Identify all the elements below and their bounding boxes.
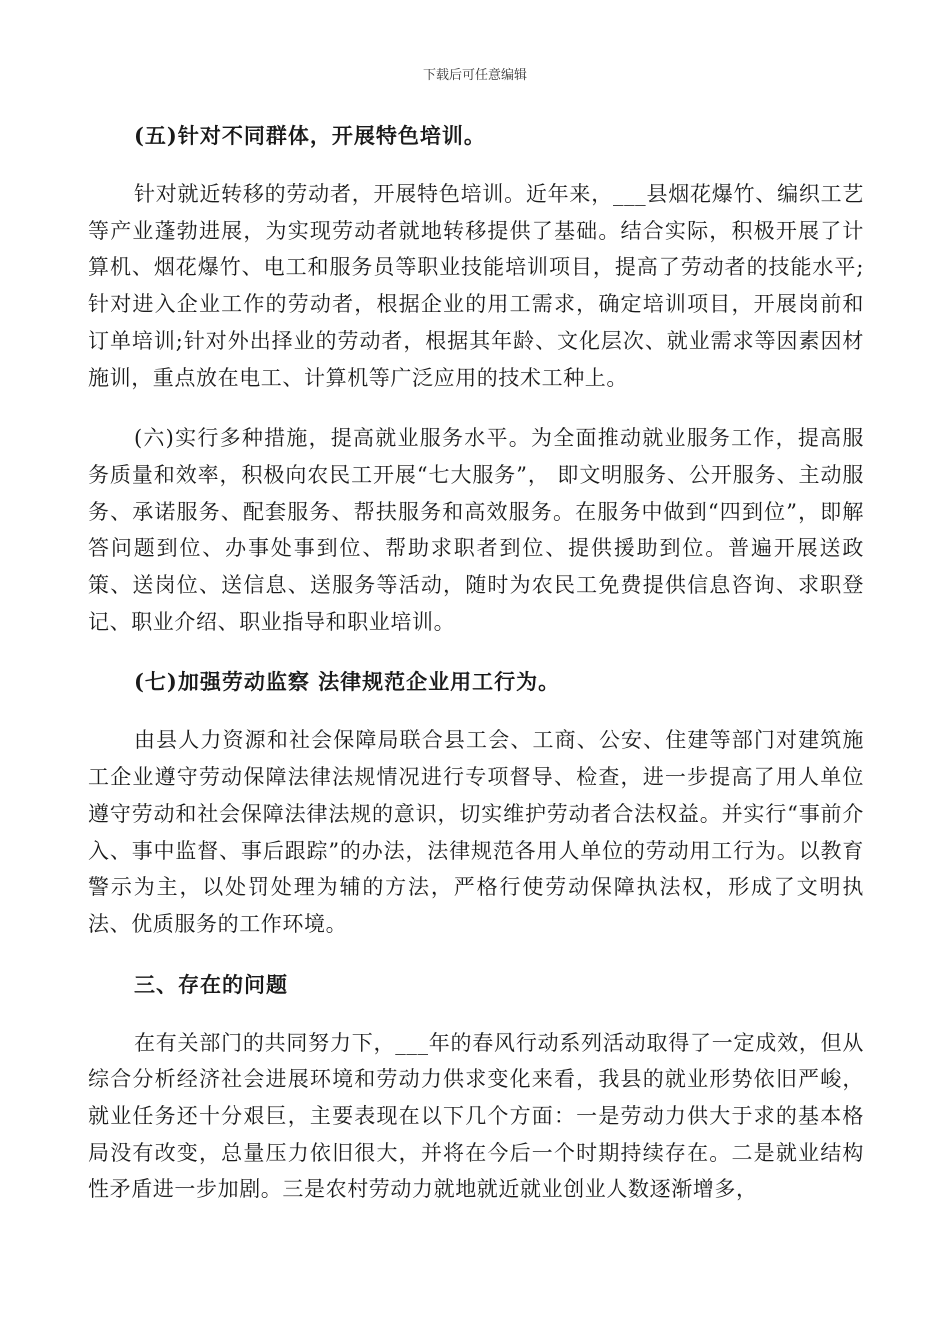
section-heading-7: (七)加强劳动监察 法律规范企业用工行为。 [134,669,561,695]
section-paragraph-5: 针对就近转移的劳动者，开展特色培训。近年来，___县烟花爆竹、编织工艺等产业蓬勃进展，为实现劳动者就地转移提供了基础。结合实际，积极开展了计算机、烟花爆竹、电工和服务员等职业技能培训项目，提高了劳动者的技能水平;针对进入企业工作的劳动者，根据企业的用工需求，确定培训项目，开展岗前和订单培训;针对外出择业的劳动者，根据其年龄、文化层次、就业需求等因素因材施训，重点放在电工、计算机等广泛应用的技术工种上。 [88,182,864,390]
header-note: 下载后可任意编辑 [422,68,527,83]
section-paragraph-6: (六)实行多种措施，提高就业服务水平。为全面推动就业服务工作，提高服务质量和效率，积极向农民工开展“七大服务”， 即文明服务、公开服务、主动服务、承诺服务、配套服务、帮扶服务和高效服务。在服务中做到“四到位”，即解答问题到位、办事处事到位、帮助求职者到位、提供援助到位。普遍开展送政策、送岗位、送信息、送服务等活动，随时为农民工免费提供信息咨询、求职登记、职业介绍、职业指导和职业培训。 [88,426,864,634]
document-body [88,118,864,1232]
section-heading-3: 三、存在的问题 [134,971,288,997]
section-paragraph-3: 在有关部门的共同努力下，___年的春风行动系列活动取得了一定成效，但从综合分析经济社会进展环境和劳动力供求变化来看，我县的就业形势依旧严峻，就业任务还十分艰巨，主要表现在以下几个方面：一是劳动力供大于求的基本格局没有改变，总量压力依旧很大，并将在今后一个时期持续存在。二是就业结构性矛盾进一步加剧。三是农村劳动力就地就近就业创业人数逐渐增多， [88,1030,864,1202]
section-heading-5: (五)针对不同群体，开展特色培训。 [134,123,486,148]
section-paragraph-7: 由县人力资源和社会保障局联合县工会、工商、公安、住建等部门对建筑施工企业遵守劳动保障法律法规情况进行专项督导、检查，进一步提高了用人单位遵守劳动和社会保障法律法规的意识，切实维护劳动者合法权益。并实行“事前介入、事中监督、事后跟踪”的办法，法律规范各用人单位的劳动用工行为。以教育警示为主，以处罚处理为辅的方法，严格行使劳动保障执法权，形成了文明执法、优质服务的工作环境。 [88,728,864,936]
